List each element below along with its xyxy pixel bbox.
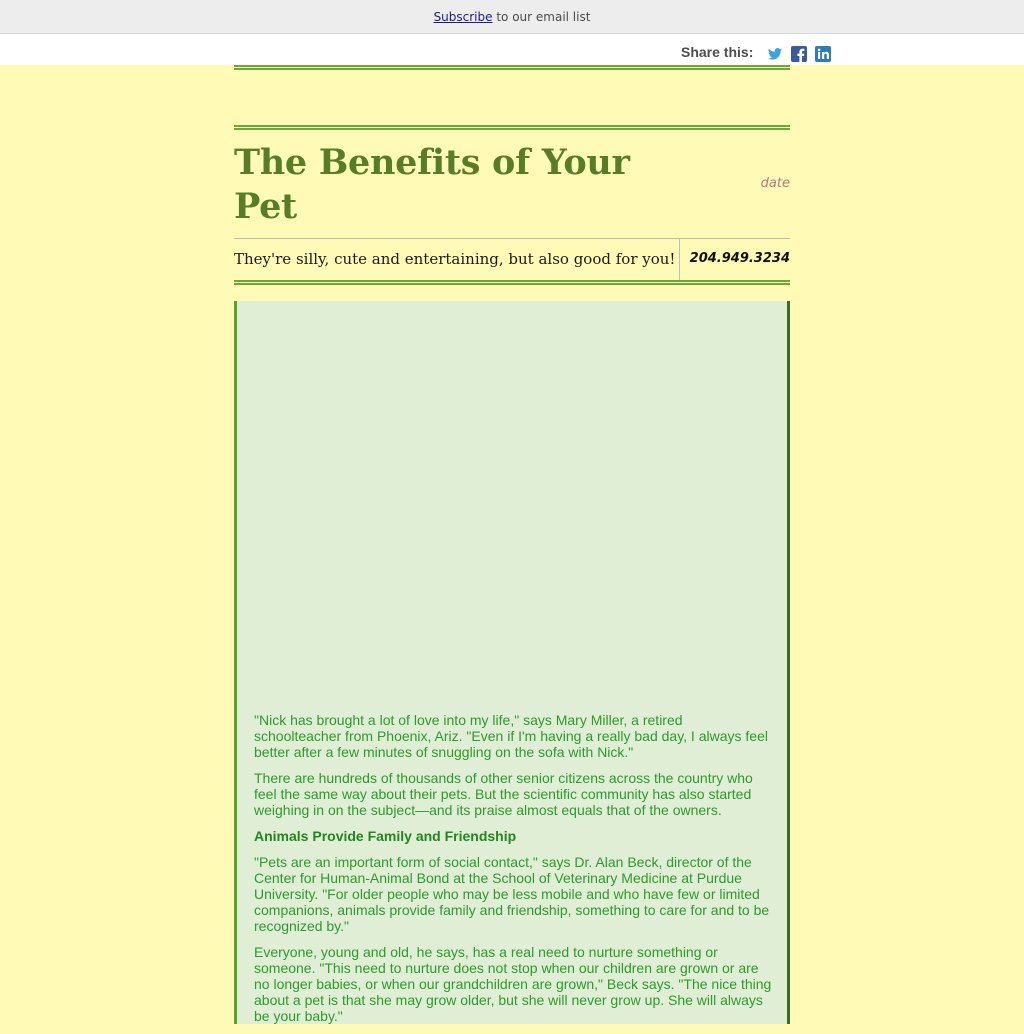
article-paragraph: There are hundreds of thousands of other senior citizens across the country who feel the same way about their pets. But the scientific community has also started weighing in on the subject—and its praise almost equals that of the owners. bbox=[254, 770, 753, 818]
header-top-divider bbox=[234, 125, 790, 130]
share-label: Share this: bbox=[681, 44, 754, 60]
subscribe-suffix: to our email list bbox=[492, 10, 591, 24]
date-label: date bbox=[760, 176, 790, 191]
subtitle-divider bbox=[679, 239, 680, 281]
page-title: The Benefits of Your Pet bbox=[234, 142, 630, 227]
subtitle: They're silly, cute and entertaining, but also good for you! bbox=[234, 250, 676, 268]
subscribe-bar bbox=[0, 0, 1024, 34]
header-bottom-divider bbox=[234, 280, 790, 285]
facebook-icon[interactable] bbox=[791, 46, 807, 62]
section-heading: Animals Provide Family and Friendship bbox=[254, 828, 517, 844]
twitter-icon[interactable] bbox=[767, 46, 783, 62]
article-paragraph: Everyone, young and old, he says, has a real need to nurture something or someone. "This need to nurture does not stop when our children are grown or are no longer babies, or when our grandchildren are grown," Beck says. "The nice thing about a pet is that she may grow older, but she will never grow up. She will always be your baby." bbox=[254, 944, 772, 1024]
linkedin-icon[interactable] bbox=[815, 46, 831, 62]
phone-number: 204.949.3234 bbox=[689, 251, 790, 266]
article-body bbox=[254, 712, 772, 1034]
share-bar bbox=[0, 34, 1024, 65]
subscribe-link[interactable]: Subscribe bbox=[433, 10, 493, 24]
article-paragraph: "Pets are an important form of social contact," says Dr. Alan Beck, director of the Center for Human-Animal Bond at the School of Veterinary Medicine at Purdue University. "For older people who may be less mobile and who have few or limited companions, animals provide family and friendship, something to care for and to be recognized by." bbox=[254, 854, 770, 934]
title-rule bbox=[234, 238, 790, 239]
top-divider bbox=[234, 65, 790, 70]
article-paragraph: "Nick has brought a lot of love into my life," says Mary Miller, a retired schoolteacher from Phoenix, Ariz. "Even if I'm having a really bad day, I always feel better after a few minutes of snuggling on the sofa with Nick." bbox=[254, 712, 768, 760]
